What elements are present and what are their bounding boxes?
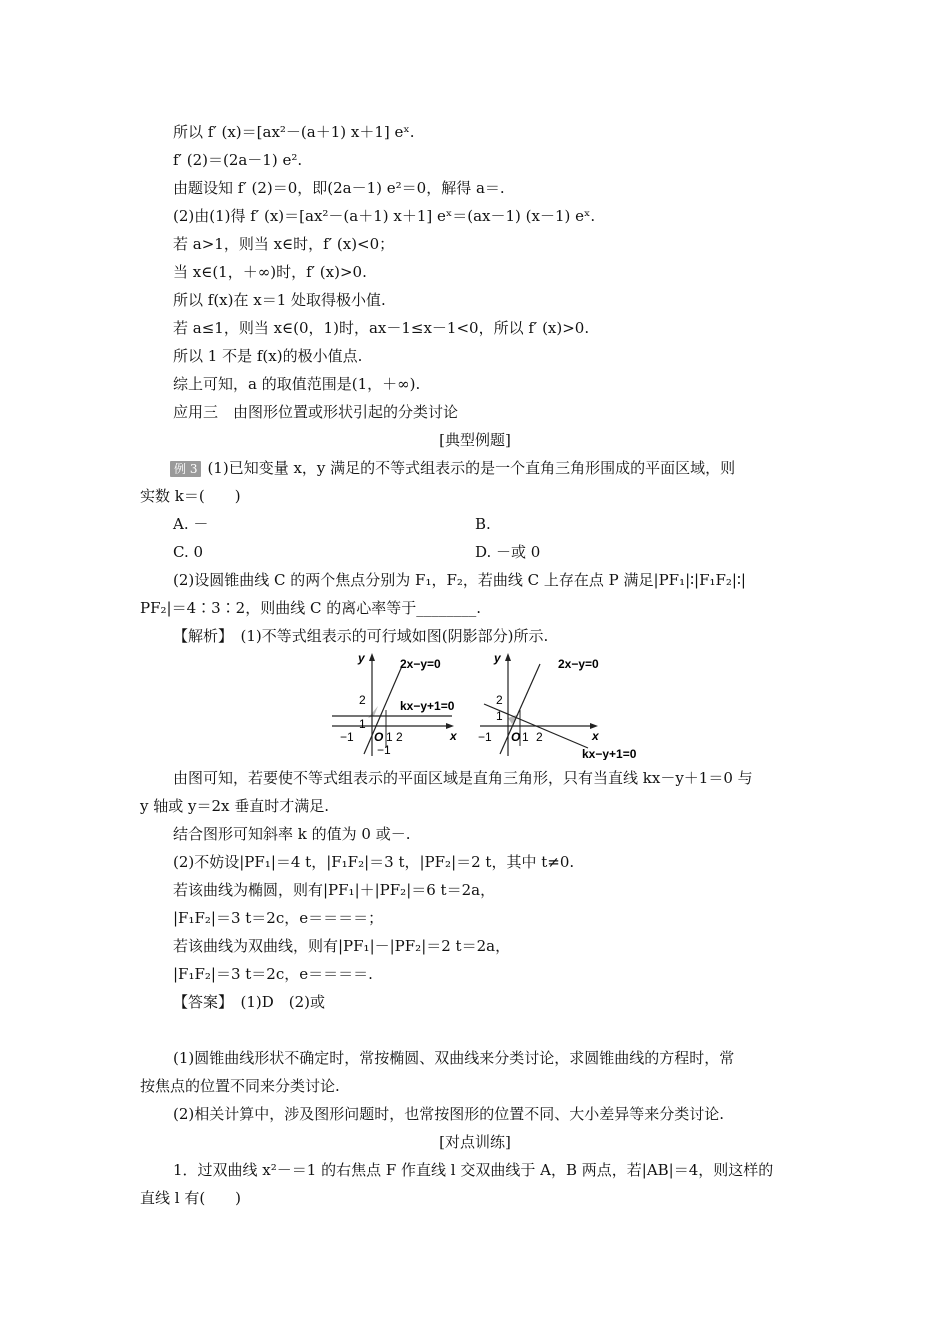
line1-label: 2x−y=0: [400, 657, 441, 671]
text-line: 综上可知，a 的取值范围是(1，＋∞).: [173, 375, 421, 393]
tick-ym1: −1: [377, 743, 391, 757]
text-line: 结合图形可知斜率 k 的值为 0 或－.: [173, 825, 411, 843]
line1-label: 2x−y=0: [558, 657, 599, 671]
tick-x2: 2: [396, 730, 403, 744]
text-line: (2)由(1)得 f′ (x)＝[ax²－(a＋1) x＋1] eˣ＝(ax－1) (x－1) eˣ.: [173, 207, 596, 225]
option-c: C. 0: [173, 543, 204, 561]
tick-y2: 2: [359, 693, 366, 707]
q2-line2: PF₂|＝4∶3∶2，则曲线 C 的离心率等于________.: [140, 599, 481, 617]
practice-heading: [对点训练]: [439, 1133, 511, 1151]
line2-label: kx−y+1=0: [582, 747, 637, 760]
text-line: |F₁F₂|＝3 t＝2c，e＝＝＝＝.: [173, 965, 373, 983]
option-d: D. －或 0: [475, 543, 541, 561]
exercise-line: 1．过双曲线 x²－＝1 的右焦点 F 作直线 l 交双曲线于 A，B 两点，若|AB|＝4，则这样的: [173, 1161, 774, 1179]
y-label: y: [494, 651, 501, 665]
analysis-line: 【解析】 (1)不等式组表示的可行域如图(阴影部分)所示.: [173, 627, 549, 645]
q1-text: (1)已知变量 x，y 满足的不等式组表示的是一个直角三角形围成的平面区域，则: [207, 459, 736, 477]
origin: O: [374, 730, 384, 744]
tick-y1: 1: [496, 709, 503, 723]
text-line: 由图可知，若要使不等式组表示的平面区域是直角三角形，只有当直线 kx－y＋1＝0 与: [173, 769, 753, 787]
y-axis-arrow: [369, 653, 375, 661]
text-line: 所以 f′ (x)＝[ax²－(a＋1) x＋1] eˣ.: [173, 123, 415, 141]
tick-xm1: −1: [478, 730, 492, 744]
text-line: |F₁F₂|＝3 t＝2c，e＝＝＝＝；: [173, 909, 384, 927]
text-line: 若 a≤1，则当 x∈(0，1)时，ax－1≤x－1<0，所以 f′ (x)>0.: [173, 319, 590, 337]
text-line: 所以 1 不是 f(x)的极小值点.: [173, 347, 363, 365]
text-line: f′ (2)＝(2a－1) e².: [173, 151, 303, 169]
tick-x2: 2: [536, 730, 543, 744]
x-label: x: [450, 729, 457, 743]
text-line: 由题设知 f′ (2)＝0，即(2a－1) e²＝0，解得 a＝.: [173, 179, 505, 197]
section-heading: 应用三 由图形位置或形状引起的分类讨论: [173, 403, 459, 421]
note-line: (1)圆锥曲线形状不确定时，常按椭圆、双曲线来分类讨论，求圆锥曲线的方程时，常: [173, 1049, 735, 1067]
answer-line: 【答案】 (1)D (2)或: [173, 993, 326, 1011]
q1-line2: 实数 k＝( ): [140, 487, 241, 505]
feasible-region-figure: [330, 648, 650, 760]
tick-x1: 1: [522, 730, 529, 744]
text-line: 当 x∈(1，＋∞)时，f′ (x)>0.: [173, 263, 367, 281]
y-axis-arrow: [505, 653, 511, 661]
option-b: B.: [475, 515, 491, 533]
note-line: (2)相关计算中，涉及图形问题时，也常按图形的位置不同、大小差异等来分类讨论.: [173, 1105, 725, 1123]
exercise-line: 直线 l 有( ): [140, 1189, 242, 1207]
text-line: 若 a>1，则当 x∈时，f′ (x)<0；: [173, 235, 395, 253]
text-line: 所以 f(x)在 x＝1 处取得极小值.: [173, 291, 386, 309]
tick-y1: 1: [359, 717, 366, 731]
option-a: A. －: [173, 515, 209, 533]
x-label: x: [592, 729, 599, 743]
tick-xm1: −1: [340, 730, 354, 744]
right-graph: [478, 651, 637, 760]
text-line: (2)不妨设|PF₁|＝4 t，|F₁F₂|＝3 t，|PF₂|＝2 t，其中 t≠0.: [173, 853, 575, 871]
text-line: 若该曲线为双曲线，则有|PF₁|－|PF₂|＝2 t＝2a，: [173, 937, 511, 955]
tick-y2: 2: [496, 693, 503, 707]
note-line: 按焦点的位置不同来分类讨论.: [140, 1077, 340, 1095]
q2-line1: (2)设圆锥曲线 C 的两个焦点分别为 F₁，F₂，若曲线 C 上存在点 P 满足|PF₁|∶|F₁F₂|∶|: [173, 571, 746, 589]
text-line: 若该曲线为椭圆，则有|PF₁|＋|PF₂|＝6 t＝2a，: [173, 881, 496, 899]
example-tag: 例 3: [170, 461, 201, 477]
text-line: y 轴或 y＝2x 垂直时才满足.: [140, 797, 330, 815]
typical-example-heading: [典型例题]: [439, 431, 511, 449]
left-graph: [332, 651, 458, 757]
origin: O: [511, 730, 521, 744]
line2-label: kx−y+1=0: [400, 699, 455, 713]
example-question-line: [170, 458, 735, 478]
tick-x1: 1: [386, 730, 393, 744]
y-label: y: [358, 651, 365, 665]
